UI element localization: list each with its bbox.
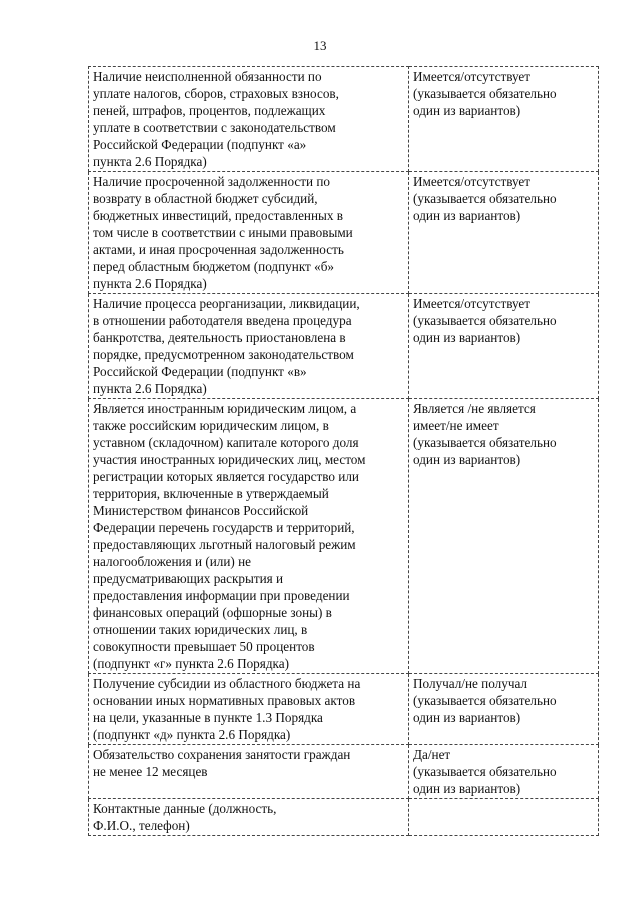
criterion-text: Наличие неисполненной обязанности по уплате налогов, сборов, страховых взносов, пеней, штрафов, процентов, подлежащих уплате в соответствии с законодательством Российской Федерации (подпункт «а» пункта 2.6 Порядка) bbox=[93, 69, 339, 169]
value-cell[interactable] bbox=[409, 799, 599, 836]
criterion-cell bbox=[89, 294, 409, 399]
table-row bbox=[89, 294, 599, 399]
value-cell bbox=[409, 294, 599, 399]
table-row bbox=[89, 172, 599, 294]
value-text: Имеется/отсутствует (указывается обязательно один из вариантов) bbox=[413, 174, 557, 223]
value-cell bbox=[409, 67, 599, 172]
value-text: Да/нет (указывается обязательно один из вариантов) bbox=[413, 747, 557, 796]
value-text: Имеется/отсутствует (указывается обязательно один из вариантов) bbox=[413, 296, 557, 345]
criterion-cell bbox=[89, 172, 409, 294]
value-cell bbox=[409, 745, 599, 799]
criterion-text: Получение субсидии из областного бюджета на основании иных нормативных правовых актов на цели, указанные в пункте 1.3 Порядка (подпункт «д» пункта 2.6 Порядка) bbox=[93, 676, 361, 742]
value-text: Является /не является имеет/не имеет (указывается обязательно один из вариантов) bbox=[413, 401, 557, 467]
criterion-text: Контактные данные (должность, Ф.И.О., телефон) bbox=[93, 801, 277, 833]
criterion-cell bbox=[89, 674, 409, 745]
value-cell bbox=[409, 674, 599, 745]
value-text: Имеется/отсутствует (указывается обязательно один из вариантов) bbox=[413, 69, 557, 118]
criterion-text: Является иностранным юридическим лицом, а также российским юридическим лицом, в уставном (складочном) капитале которого доля участия иностранных юридических лиц, местом регистрации которых является государство или территория, включенные в утверждаемый Министерством финансов Российской Федерации перечень государств и территорий, предоставляющих льготный налоговый режим налогообложения и (или) не предусматривающих раскрытия и предоставления информации при проведении финансовых операций (офшорные зоны) в отношении таких юридических лиц, в совокупности превышает 50 процентов (подпункт «г» пункта 2.6 Порядка) bbox=[93, 401, 366, 671]
table-row bbox=[89, 799, 599, 836]
page-number: 13 bbox=[313, 38, 327, 53]
criterion-cell bbox=[89, 67, 409, 172]
table-row bbox=[89, 745, 599, 799]
value-cell bbox=[409, 172, 599, 294]
criterion-text: Наличие просроченной задолженности по возврату в областной бюджет субсидий, бюджетных инвестиций, предоставленных в том числе в соответствии с иными правовыми актами, и иная просроченная задолженность перед областным бюджетом (подпункт «б» пункта 2.6 Порядка) bbox=[93, 174, 353, 291]
value-cell bbox=[409, 399, 599, 674]
criterion-text: Наличие процесса реорганизации, ликвидации, в отношении работодателя введена процедура банкротства, деятельность приостановлена в порядке, предусмотренном законодательством Российской Федерации (подпункт «в» пункта 2.6 Порядка) bbox=[93, 296, 360, 396]
criterion-cell bbox=[89, 799, 409, 836]
criterion-cell bbox=[89, 745, 409, 799]
table-row bbox=[89, 674, 599, 745]
criterion-cell bbox=[89, 399, 409, 674]
table-row bbox=[89, 399, 599, 674]
criterion-text: Обязательство сохранения занятости граждан не менее 12 месяцев bbox=[93, 747, 351, 779]
table-row bbox=[89, 67, 599, 172]
requirements-table bbox=[88, 66, 599, 836]
value-text: Получал/не получал (указывается обязательно один из вариантов) bbox=[413, 676, 557, 725]
